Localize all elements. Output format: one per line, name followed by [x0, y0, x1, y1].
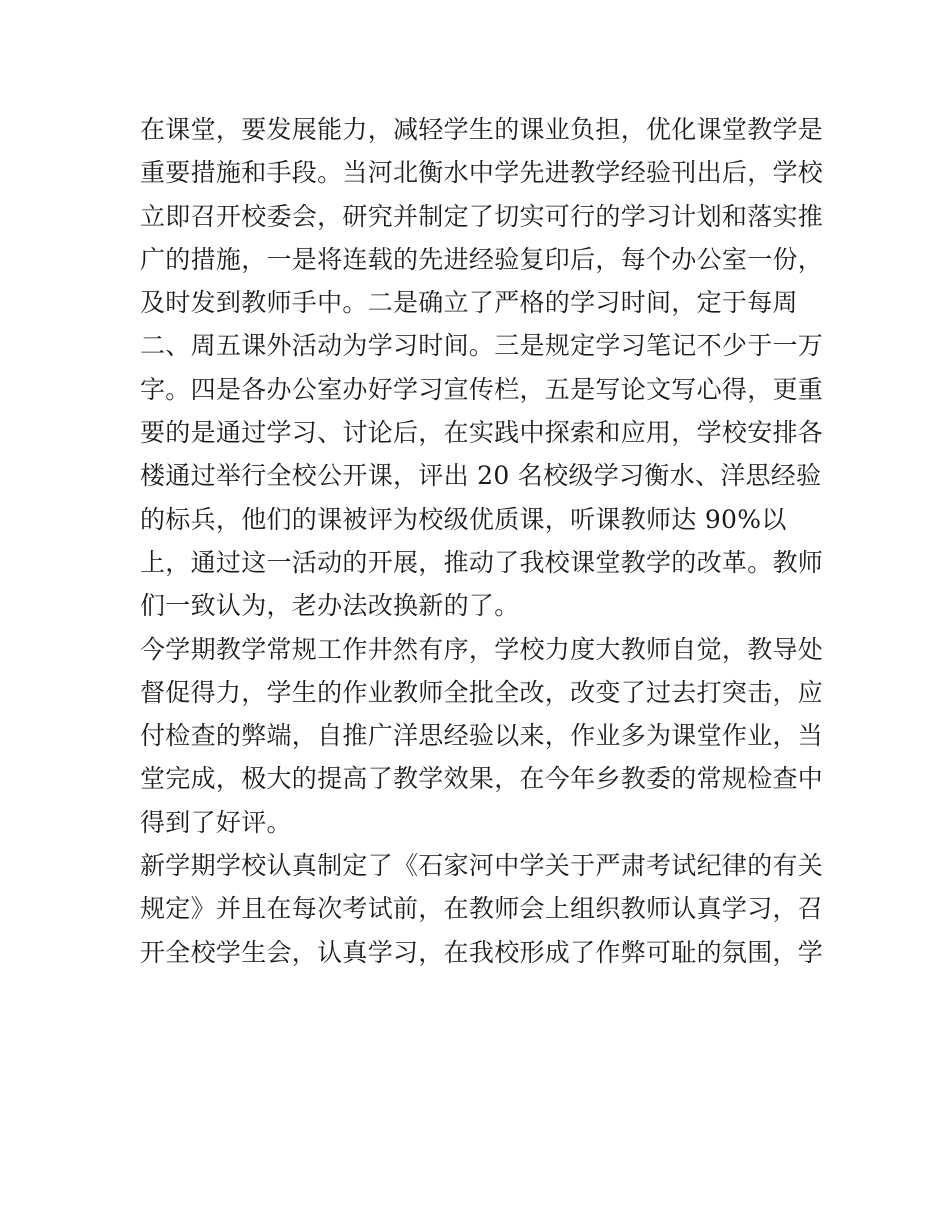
paragraph — [140, 844, 824, 974]
document-body — [140, 108, 824, 974]
text-line: 规定》并且在每次考试前，在教师会上组织教师认真学习，召 — [140, 894, 824, 924]
text-line: 二、周五课外活动为学习时间。三是规定学习笔记不少于一万 — [140, 331, 824, 361]
text-line: 的标兵，他们的课被评为校级优质课，听课教师达 90%以 — [140, 504, 787, 534]
text-line: 开全校学生会，认真学习，在我校形成了作弊可耻的氛围，学 — [140, 937, 824, 967]
text-line: 付检查的弊端，自推广洋思经验以来，作业多为课堂作业，当 — [140, 721, 824, 751]
text-line: 在课堂，要发展能力，减轻学生的课业负担，优化课堂教学是 — [140, 115, 824, 144]
text-line: 立即召开校委会，研究并制定了切实可行的学习计划和落实推 — [140, 201, 824, 231]
text-line: 及时发到教师手中。二是确立了严格的学习时间，定于每周 — [140, 288, 798, 318]
text-line: 督促得力，学生的作业教师全批全改，改变了过去打突击，应 — [140, 677, 824, 707]
text-line: 得到了好评。 — [140, 807, 292, 837]
text-line: 们一致认为，老办法改换新的了。 — [140, 591, 520, 621]
text-line: 重要措施和手段。当河北衡水中学先进教学经验刊出后，学校 — [140, 158, 824, 188]
text-line: 楼通过举行全校公开课，评出 20 名校级学习衡水、洋思经验 — [140, 461, 822, 491]
text-line: 字。四是各办公室办好学习宣传栏，五是写论文写心得，更重 — [140, 374, 824, 404]
text-line: 上，通过这一活动的开展，推动了我校课堂教学的改革。教师 — [140, 547, 824, 577]
text-line: 新学期学校认真制定了《石家河中学关于严肃考试纪律的有关 — [140, 851, 824, 881]
text-line: 今学期教学常规工作井然有序，学校力度大教师自觉，教导处 — [140, 634, 824, 664]
text-line: 要的是通过学习、讨论后，在实践中探索和应用，学校安排各 — [140, 418, 824, 448]
paragraph — [140, 628, 824, 844]
text-line: 堂完成，极大的提高了教学效果，在今年乡教委的常规检查中 — [140, 764, 824, 794]
text-line: 广的措施，一是将连载的先进经验复印后，每个办公室一份， — [140, 244, 824, 274]
paragraph — [140, 108, 824, 628]
